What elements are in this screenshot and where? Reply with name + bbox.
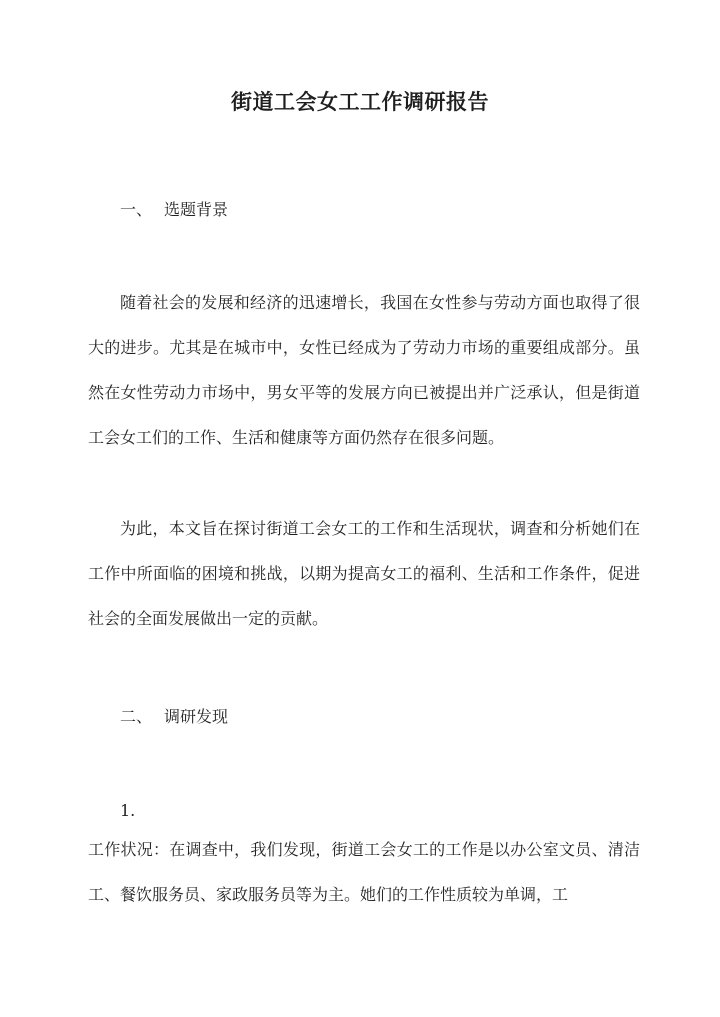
- paragraph-work-status: 工作状况：在调查中，我们发现，街道工会女工的工作是以办公室文员、清洁工、餐饮服务员、家政服务员等为主。她们的工作性质较为单调，工: [88, 840, 640, 904]
- section-title: 调研发现: [164, 707, 229, 726]
- list-item-number: 1.: [120, 801, 136, 820]
- document-title: 街道工会女工工作调研报告: [231, 89, 489, 114]
- paragraph-background: 随着社会的发展和经济的迅速增长，我国在女性参与劳动方面也取得了很大的进步。尤其是在城市中，女性已经成为了劳动力市场的重要组成部分。虽然在女性劳动力市场中，男女平等的发展方向已被提出并广泛承认，但是街道工会女工们的工作、生活和健康等方面仍然存在很多问题。: [88, 293, 640, 447]
- section-number: 一、: [120, 200, 153, 219]
- section-heading-findings: [120, 704, 228, 727]
- section-number: 二、: [120, 707, 153, 726]
- section-heading-background: [120, 197, 228, 220]
- paragraph-purpose: 为此，本文旨在探讨街道工会女工的工作和生活现状，调查和分析她们在工作中所面临的困境和挑战，以期为提高女工的福利、生活和工作条件，促进社会的全面发展做出一定的贡献。: [88, 519, 640, 628]
- section-title: 选题背景: [164, 200, 229, 219]
